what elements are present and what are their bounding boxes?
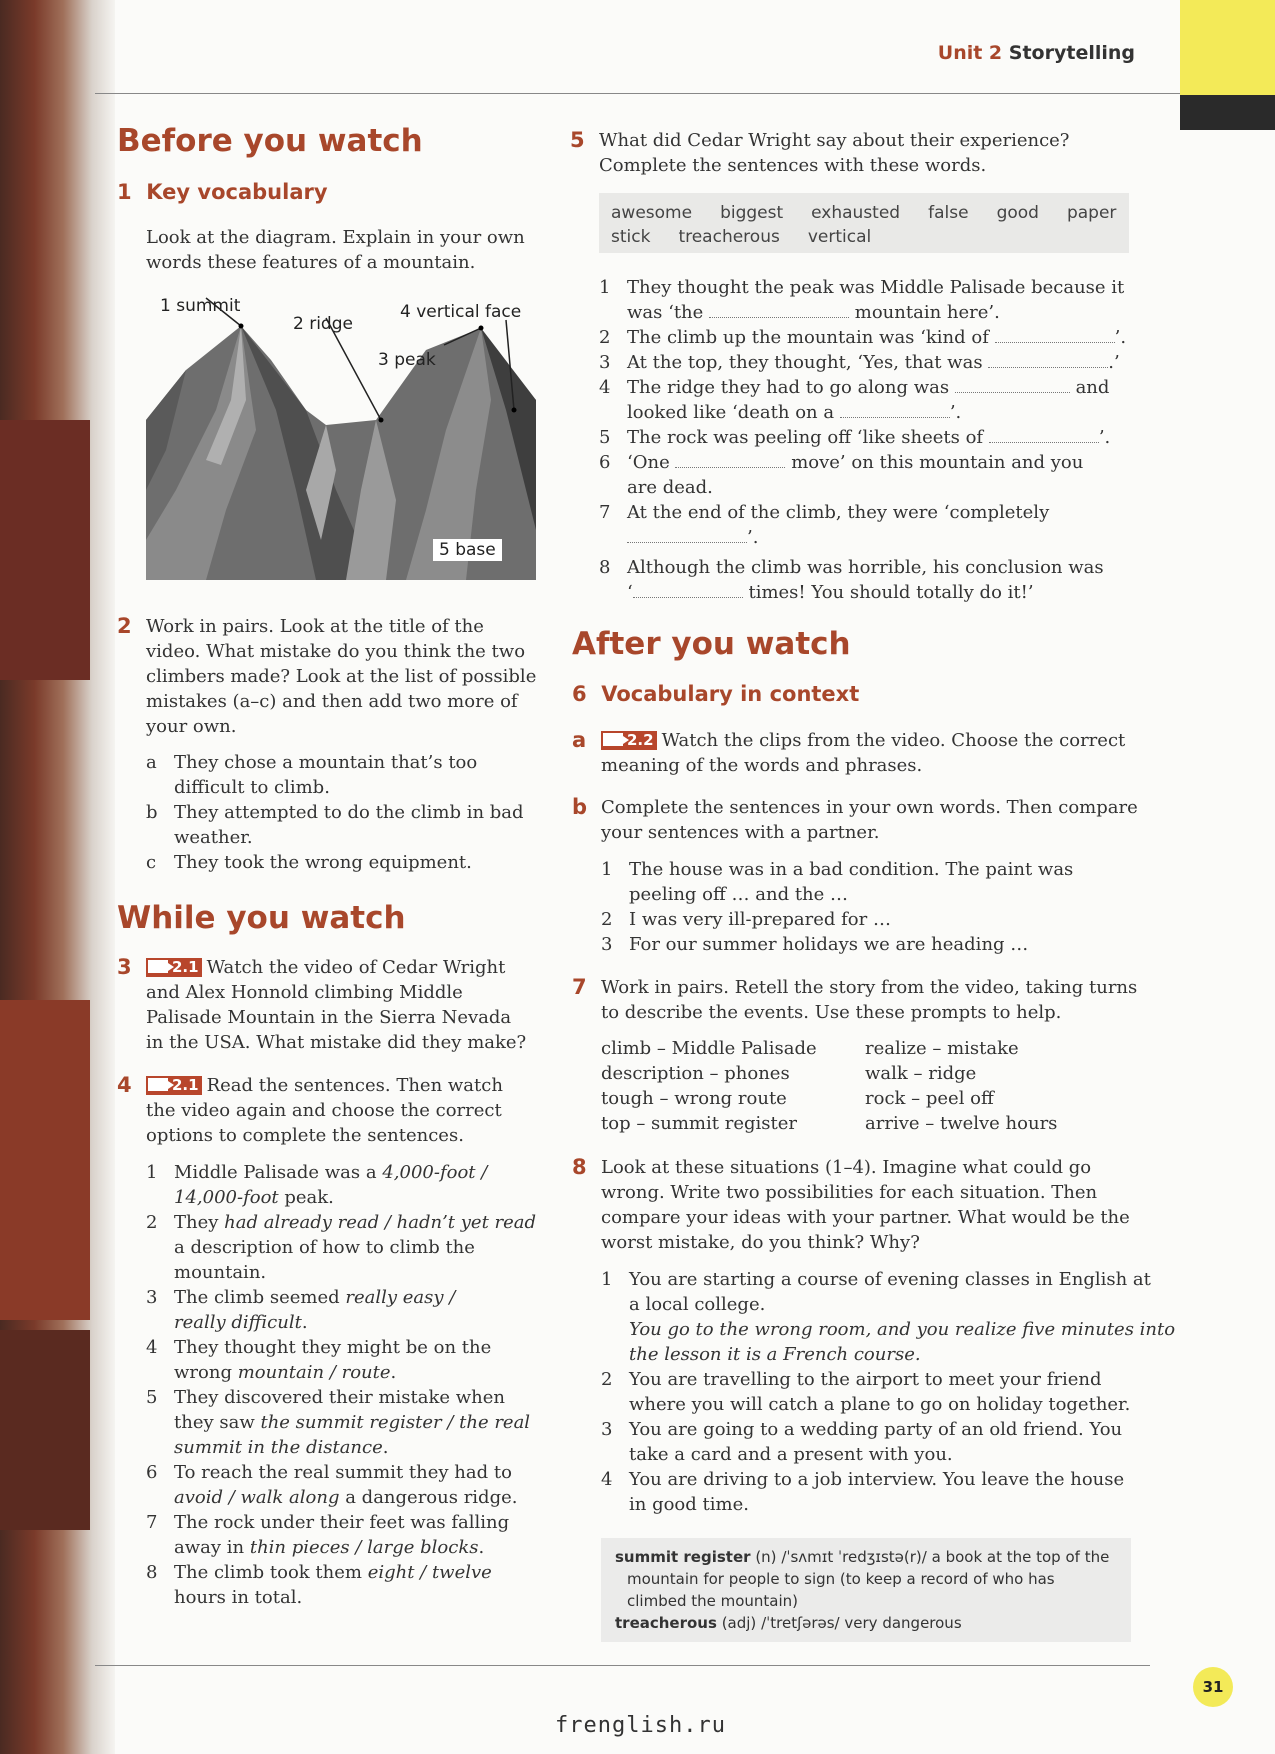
item-number: 4 bbox=[601, 1469, 613, 1490]
item-text: The climb took them bbox=[174, 1562, 368, 1583]
answer-blank[interactable] bbox=[633, 581, 743, 598]
answer-blank[interactable] bbox=[675, 451, 785, 468]
item-text: in good time. bbox=[629, 1494, 749, 1515]
item-text: looked like ‘death on a bbox=[627, 402, 835, 423]
part-of-speech: (n) bbox=[755, 1548, 777, 1566]
item-text: . bbox=[478, 1537, 485, 1558]
word: treacherous bbox=[678, 227, 780, 247]
item-number: 8 bbox=[146, 1562, 158, 1583]
text-line: and Alex Honnold climbing Middle bbox=[146, 982, 463, 1003]
left-page-edge bbox=[0, 0, 115, 1754]
item-number: 4 bbox=[146, 1337, 158, 1358]
item-text: You are travelling to the airport to meet your friend bbox=[629, 1369, 1102, 1390]
text-line: mistakes (a–c) and then add two more of bbox=[146, 691, 518, 712]
list-item-cont bbox=[601, 1392, 1175, 1417]
option-text: summit in the distance bbox=[174, 1437, 383, 1458]
list-item-cont bbox=[601, 1317, 1175, 1342]
list-item-cont bbox=[146, 1435, 546, 1460]
answer-blank[interactable] bbox=[709, 301, 849, 318]
after-you-watch-heading: After you watch bbox=[572, 626, 851, 662]
item-text: At the top, they thought, ‘Yes, that was bbox=[627, 352, 983, 373]
glossary-entry bbox=[615, 1546, 1117, 1568]
unit-label: Unit 2 bbox=[937, 42, 1003, 64]
item-text: peak. bbox=[278, 1187, 334, 1208]
example-text: the lesson it is a French course. bbox=[629, 1344, 921, 1365]
word: exhausted bbox=[811, 203, 901, 223]
item-text: difficult to climb. bbox=[174, 777, 330, 798]
definition: climbed the mountain) bbox=[627, 1592, 799, 1610]
option-text: mountain / route bbox=[237, 1362, 391, 1383]
prompt: description – phones bbox=[601, 1063, 790, 1084]
ex8-instructions bbox=[601, 1155, 1130, 1255]
prompt: arrive – twelve hours bbox=[865, 1113, 1058, 1134]
list-item bbox=[599, 500, 1139, 525]
item-text: They discovered their mistake when bbox=[174, 1387, 506, 1408]
video-clip-badge[interactable] bbox=[146, 1076, 202, 1095]
text-line: Read the sentences. Then watch bbox=[206, 1075, 503, 1096]
item-letter: b bbox=[146, 802, 158, 823]
item-text: take a card and a present with you. bbox=[629, 1444, 953, 1465]
item-text: You are starting a course of evening classes in English at bbox=[629, 1269, 1151, 1290]
list-item-cont bbox=[146, 775, 524, 800]
prompt: top – summit register bbox=[601, 1113, 797, 1134]
text-line: compare your ideas with your partner. What would be the bbox=[601, 1207, 1130, 1228]
item-text: Middle Palisade was a bbox=[174, 1162, 383, 1183]
item-text: mountain here’. bbox=[854, 302, 1000, 323]
list-item-cont bbox=[146, 1260, 546, 1285]
ex7-prompts-col2 bbox=[865, 1036, 1057, 1136]
word: biggest bbox=[720, 203, 784, 223]
option-text: avoid / walk along bbox=[174, 1487, 340, 1508]
ex6-number: 6 bbox=[572, 682, 587, 706]
ex6b-letter: b bbox=[572, 795, 588, 819]
ex2-instructions bbox=[146, 614, 536, 739]
item-text: a description of how to climb the bbox=[174, 1237, 475, 1258]
text-line: options to complete the sentences. bbox=[146, 1125, 464, 1146]
watermark-footer: frenglish.ru bbox=[555, 1713, 726, 1738]
video-clip-badge[interactable] bbox=[601, 731, 657, 750]
item-number: 2 bbox=[599, 327, 611, 348]
ex3-instructions bbox=[146, 955, 546, 1055]
item-text: I was very ill-prepared for … bbox=[629, 909, 891, 930]
item-text: They thought the peak was Middle Palisade because it bbox=[627, 277, 1125, 298]
word: awesome bbox=[611, 203, 693, 223]
prompt: climb – Middle Palisade bbox=[601, 1038, 817, 1059]
item-number: 2 bbox=[601, 909, 613, 930]
ex6b-instructions bbox=[601, 795, 1138, 845]
ex6b-list bbox=[601, 857, 1073, 957]
ex5-instructions bbox=[599, 128, 1069, 178]
word-row bbox=[611, 201, 1117, 225]
glossary-box bbox=[601, 1538, 1131, 1642]
item-number: 8 bbox=[599, 557, 611, 578]
list-item bbox=[146, 850, 524, 875]
item-text: mountain. bbox=[174, 1262, 267, 1283]
item-number: 1 bbox=[146, 1162, 158, 1183]
word-row bbox=[611, 225, 1117, 249]
option-text: the summit register / the real bbox=[260, 1412, 531, 1433]
prompt: realize – mistake bbox=[865, 1038, 1019, 1059]
list-item bbox=[601, 857, 1073, 882]
word-box bbox=[599, 193, 1129, 253]
glossary-term: treacherous bbox=[615, 1614, 717, 1632]
item-number: 6 bbox=[599, 452, 611, 473]
glossary-entry bbox=[615, 1612, 1117, 1634]
ex8-list bbox=[601, 1267, 1175, 1517]
item-letter: a bbox=[146, 752, 157, 773]
ex4-number: 4 bbox=[117, 1073, 132, 1097]
list-item bbox=[601, 1267, 1175, 1292]
item-text: Although the climb was horrible, his conclusion was bbox=[627, 557, 1104, 578]
list-item bbox=[146, 1335, 546, 1360]
text-line: the video again and choose the correct bbox=[146, 1100, 502, 1121]
text-line: What did Cedar Wright say about their experience? bbox=[599, 130, 1070, 151]
answer-blank[interactable] bbox=[995, 326, 1115, 343]
list-item-cont bbox=[146, 825, 524, 850]
item-text: ’. bbox=[1114, 327, 1127, 348]
list-item-cont bbox=[599, 525, 1139, 550]
item-text: they saw bbox=[174, 1412, 261, 1433]
before-you-watch-heading: Before you watch bbox=[117, 123, 423, 159]
pronunciation: /ˈtretʃərəs/ bbox=[761, 1614, 840, 1632]
ex6a-instructions bbox=[601, 728, 1125, 778]
item-number: 3 bbox=[599, 352, 611, 373]
definition: a book at the top of the bbox=[931, 1548, 1110, 1566]
item-text: . bbox=[390, 1362, 397, 1383]
item-text: where you will catch a plane to go on holiday together. bbox=[629, 1394, 1131, 1415]
item-text: They attempted to do the climb in bad bbox=[174, 802, 524, 823]
list-item-cont bbox=[146, 1310, 546, 1335]
pronunciation: /ˈsʌmɪt ˈredʒɪstə(r)/ bbox=[781, 1548, 927, 1566]
example-text: You go to the wrong room, and you realize five minutes into bbox=[629, 1319, 1176, 1340]
list-item bbox=[146, 1560, 546, 1585]
list-item bbox=[146, 1460, 546, 1485]
item-text: . bbox=[382, 1437, 389, 1458]
item-text: was ‘the bbox=[627, 302, 704, 323]
list-item bbox=[601, 907, 1073, 932]
text-line: wrong. Write two possibilities for each situation. Then bbox=[601, 1182, 1098, 1203]
label-peak: 3 peak bbox=[378, 350, 436, 370]
item-text: ‘ bbox=[627, 582, 633, 603]
item-text: ’. bbox=[949, 402, 962, 423]
item-text: To reach the real summit they had to bbox=[174, 1462, 512, 1483]
list-item bbox=[146, 1210, 546, 1235]
ex2-list bbox=[146, 750, 524, 875]
glossary-term: summit register bbox=[615, 1548, 751, 1566]
item-text: ‘One bbox=[627, 452, 670, 473]
list-item bbox=[599, 275, 1139, 300]
item-text: peeling off … and the … bbox=[629, 884, 849, 905]
item-text: ’. bbox=[747, 527, 759, 548]
unit-title: Storytelling bbox=[1008, 42, 1135, 64]
ex1-title: Key vocabulary bbox=[146, 180, 328, 204]
item-text: They chose a mountain that’s too bbox=[174, 752, 478, 773]
list-item-cont bbox=[146, 1535, 546, 1560]
item-text: The rock under their feet was falling bbox=[174, 1512, 510, 1533]
option-text: thin pieces / large blocks bbox=[249, 1537, 479, 1558]
list-item bbox=[601, 1367, 1175, 1392]
ex1-heading bbox=[117, 180, 328, 204]
corner-tab-dark bbox=[1180, 95, 1275, 130]
ex2-number: 2 bbox=[117, 614, 132, 638]
list-item bbox=[599, 450, 1139, 475]
item-text: They took the wrong equipment. bbox=[174, 852, 472, 873]
option-text: really difficult bbox=[174, 1312, 302, 1333]
item-number: 7 bbox=[599, 502, 611, 523]
item-letter: c bbox=[146, 852, 157, 873]
item-text: wrong bbox=[174, 1362, 238, 1383]
answer-blank[interactable] bbox=[988, 351, 1108, 368]
text-line: Complete the sentences in your own words. Then compare bbox=[601, 797, 1138, 818]
answer-blank[interactable] bbox=[955, 376, 1070, 393]
list-item bbox=[146, 1385, 546, 1410]
item-text: The rock was peeling off ‘like sheets of bbox=[627, 427, 984, 448]
text-line: Work in pairs. Retell the story from the video, taking turns bbox=[601, 977, 1138, 998]
item-number: 2 bbox=[146, 1212, 158, 1233]
video-code: 2.2 bbox=[627, 731, 654, 749]
list-item-cont bbox=[599, 580, 1139, 605]
header-rule bbox=[95, 93, 1180, 94]
item-text: a local college. bbox=[629, 1294, 766, 1315]
list-item bbox=[599, 350, 1139, 375]
list-item-cont bbox=[599, 475, 1139, 500]
ex7-instructions bbox=[601, 975, 1137, 1025]
item-number: 2 bbox=[601, 1369, 613, 1390]
word: paper bbox=[1066, 203, 1117, 223]
item-text: a dangerous ridge. bbox=[339, 1487, 518, 1508]
option-text: eight / twelve bbox=[367, 1562, 492, 1583]
item-text: The ridge they had to go along was bbox=[627, 377, 950, 398]
unit-header bbox=[938, 42, 1135, 64]
list-item bbox=[599, 325, 1139, 350]
text-line: meaning of the words and phrases. bbox=[601, 755, 923, 776]
while-you-watch-heading: While you watch bbox=[117, 900, 406, 936]
definition: mountain for people to sign (to keep a record of who has bbox=[627, 1570, 1055, 1588]
list-item bbox=[146, 1285, 546, 1310]
footer-rule bbox=[95, 1665, 1150, 1666]
answer-blank[interactable] bbox=[989, 426, 1099, 443]
list-item-cont bbox=[146, 1235, 546, 1260]
ex4-list bbox=[146, 1160, 546, 1610]
prompt: rock – peel off bbox=[865, 1088, 994, 1109]
prompt: walk – ridge bbox=[865, 1063, 977, 1084]
answer-blank[interactable] bbox=[840, 401, 950, 418]
ex1-instructions bbox=[146, 225, 525, 275]
item-number: 3 bbox=[601, 1419, 613, 1440]
item-number: 1 bbox=[601, 859, 613, 880]
ex7-number: 7 bbox=[572, 975, 587, 999]
item-text: You are driving to a job interview. You leave the house bbox=[629, 1469, 1125, 1490]
video-code: 2.1 bbox=[172, 1076, 199, 1094]
list-item-cont bbox=[146, 1485, 546, 1510]
label-vertical-face: 4 vertical face bbox=[400, 302, 522, 322]
list-item-cont bbox=[146, 1185, 546, 1210]
item-text: They thought they might be on the bbox=[174, 1337, 492, 1358]
text-line: Look at the diagram. Explain in your own bbox=[146, 227, 525, 248]
item-number: 1 bbox=[601, 1269, 613, 1290]
item-text: hours in total. bbox=[174, 1587, 303, 1608]
text-line: to describe the events. Use these prompts to help. bbox=[601, 1002, 1062, 1023]
list-item-cont bbox=[599, 400, 1139, 425]
list-item bbox=[146, 800, 524, 825]
list-item-cont bbox=[601, 1342, 1175, 1367]
label-ridge: 2 ridge bbox=[293, 314, 353, 334]
ex7-prompts-col1 bbox=[601, 1036, 817, 1136]
item-text: . bbox=[301, 1312, 308, 1333]
word: false bbox=[928, 203, 969, 223]
text-line: climbers made? Look at the list of possible bbox=[146, 666, 537, 687]
list-item bbox=[146, 750, 524, 775]
word: stick bbox=[611, 227, 651, 247]
item-number: 1 bbox=[599, 277, 611, 298]
item-number: 3 bbox=[601, 934, 613, 955]
option-text: 14,000-foot bbox=[174, 1187, 279, 1208]
text-line: Work in pairs. Look at the title of the bbox=[146, 616, 484, 637]
item-text: away in bbox=[174, 1537, 250, 1558]
text-line: Look at these situations (1–4). Imagine what could go bbox=[601, 1157, 1092, 1178]
text-line: video. What mistake do you think the two bbox=[146, 641, 526, 662]
label-base: 5 base bbox=[433, 539, 502, 561]
item-text: weather. bbox=[174, 827, 253, 848]
ex5-number: 5 bbox=[570, 128, 585, 152]
answer-blank[interactable] bbox=[627, 526, 747, 543]
list-item bbox=[601, 1417, 1175, 1442]
video-code: 2.1 bbox=[172, 958, 199, 976]
page-number: 31 bbox=[1193, 1667, 1233, 1707]
item-text: ’. bbox=[1098, 427, 1111, 448]
text-line: words these features of a mountain. bbox=[146, 252, 476, 273]
item-text: and bbox=[1075, 377, 1110, 398]
ex5-list bbox=[599, 275, 1139, 605]
list-item bbox=[146, 1160, 546, 1185]
list-item-cont bbox=[146, 1360, 546, 1385]
list-item bbox=[601, 1467, 1175, 1492]
video-camera-icon bbox=[603, 733, 623, 746]
option-text: really easy / bbox=[345, 1287, 456, 1308]
list-item bbox=[599, 425, 1139, 450]
list-item bbox=[601, 932, 1073, 957]
item-text: You are going to a wedding party of an old friend. You bbox=[629, 1419, 1123, 1440]
item-number: 5 bbox=[146, 1387, 158, 1408]
mountain-diagram bbox=[146, 290, 536, 580]
word: good bbox=[996, 203, 1039, 223]
option-text: 4,000-foot / bbox=[382, 1162, 488, 1183]
item-text: The climb seemed bbox=[174, 1287, 346, 1308]
list-item-cont bbox=[601, 1492, 1175, 1517]
item-text: move’ on this mountain and you bbox=[791, 452, 1084, 473]
list-item bbox=[599, 375, 1139, 400]
item-number: 6 bbox=[146, 1462, 158, 1483]
item-text: For our summer holidays we are heading … bbox=[629, 934, 1029, 955]
video-camera-icon bbox=[148, 960, 168, 973]
list-item-cont bbox=[601, 1292, 1175, 1317]
list-item-cont bbox=[601, 882, 1073, 907]
item-number: 4 bbox=[599, 377, 611, 398]
ex4-instructions bbox=[146, 1073, 546, 1148]
item-text: They bbox=[174, 1212, 225, 1233]
list-item-cont bbox=[146, 1585, 546, 1610]
list-item bbox=[599, 555, 1139, 580]
list-item-cont bbox=[599, 300, 1139, 325]
label-summit: 1 summit bbox=[160, 296, 241, 316]
text-line: your own. bbox=[146, 716, 237, 737]
text-line: Watch the clips from the video. Choose the correct bbox=[661, 730, 1126, 751]
item-text: times! You should totally do it!’ bbox=[748, 582, 1034, 603]
text-line: Watch the video of Cedar Wright bbox=[206, 957, 506, 978]
text-line: your sentences with a partner. bbox=[601, 822, 880, 843]
item-text: .’ bbox=[1108, 352, 1120, 373]
corner-tab-yellow bbox=[1180, 0, 1275, 95]
text-line: Palisade Mountain in the Sierra Nevada bbox=[146, 1007, 512, 1028]
item-number: 5 bbox=[599, 427, 611, 448]
prompt: tough – wrong route bbox=[601, 1088, 787, 1109]
item-text: At the end of the climb, they were ‘completely bbox=[627, 502, 1050, 523]
ex3-number: 3 bbox=[117, 955, 132, 979]
option-text: had already read / hadn’t yet read bbox=[224, 1212, 537, 1233]
list-item bbox=[146, 1510, 546, 1535]
part-of-speech: (adj) bbox=[721, 1614, 757, 1632]
ex8-number: 8 bbox=[572, 1155, 587, 1179]
item-text: The house was in a bad condition. The paint was bbox=[629, 859, 1074, 880]
video-clip-badge[interactable] bbox=[146, 958, 202, 977]
text-line: Complete the sentences with these words. bbox=[599, 155, 987, 176]
ex6a-letter: a bbox=[572, 728, 587, 752]
definition: very dangerous bbox=[844, 1614, 962, 1632]
item-number: 7 bbox=[146, 1512, 158, 1533]
word: vertical bbox=[807, 227, 872, 247]
ex6-title: Vocabulary in context bbox=[601, 682, 860, 706]
item-number: 3 bbox=[146, 1287, 158, 1308]
item-text: are dead. bbox=[627, 477, 713, 498]
list-item-cont bbox=[601, 1442, 1175, 1467]
ex6-heading bbox=[572, 682, 859, 706]
text-line: worst mistake, do you think? Why? bbox=[601, 1232, 920, 1253]
ex1-number: 1 bbox=[117, 180, 132, 204]
item-text: The climb up the mountain was ‘kind of bbox=[627, 327, 989, 348]
list-item-cont bbox=[146, 1410, 546, 1435]
text-line: in the USA. What mistake did they make? bbox=[146, 1032, 527, 1053]
video-camera-icon bbox=[148, 1078, 168, 1091]
